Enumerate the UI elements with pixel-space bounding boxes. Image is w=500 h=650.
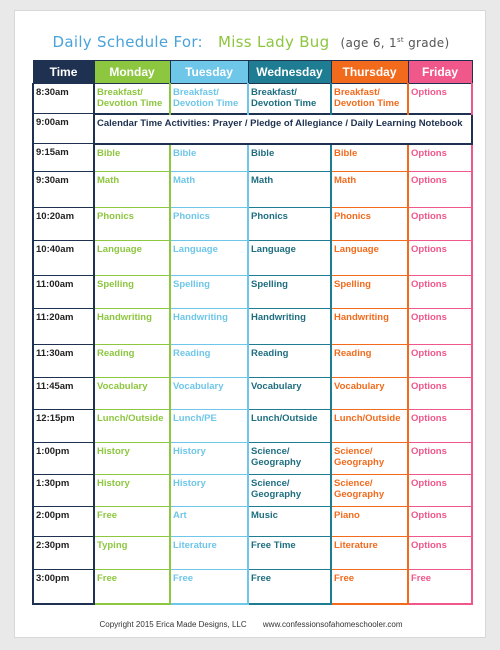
tuesday-cell: Breakfast/ Devotion Time (170, 84, 248, 114)
wednesday-cell: Science/ Geography (248, 443, 331, 475)
schedule-table (32, 60, 473, 605)
tuesday-cell: History (170, 443, 248, 475)
wednesday-cell: Phonics (248, 208, 331, 241)
wednesday-cell: Language (248, 241, 331, 276)
monday-cell: Reading (94, 345, 170, 378)
tuesday-cell: Lunch/PE (170, 410, 248, 443)
tuesday-cell: Handwriting (170, 309, 248, 345)
schedule-body (33, 84, 472, 604)
wednesday-cell: Handwriting (248, 309, 331, 345)
wednesday-cell: Vocabulary (248, 378, 331, 410)
time-cell: 11:00am (33, 276, 94, 309)
monday-cell: Handwriting (94, 309, 170, 345)
tuesday-cell: History (170, 475, 248, 507)
calendar-activities-label: Calendar Time Activities: (97, 117, 210, 129)
thursday-cell: Language (331, 241, 408, 276)
age-suffix: grade) (403, 36, 450, 50)
schedule-row (33, 276, 472, 309)
schedule-row (33, 241, 472, 276)
wednesday-cell: Breakfast/ Devotion Time (248, 84, 331, 114)
monday-cell: Phonics (94, 208, 170, 241)
schedule-row (33, 410, 472, 443)
schedule-row (33, 443, 472, 475)
time-cell: 2:30pm (33, 537, 94, 570)
friday-cell: Options (408, 241, 472, 276)
schedule-row (33, 537, 472, 570)
monday-cell: Typing (94, 537, 170, 570)
page-title (15, 33, 487, 51)
thursday-cell: Phonics (331, 208, 408, 241)
tuesday-cell: Math (170, 172, 248, 208)
time-cell: 9:00am (33, 114, 94, 144)
monday-cell: Free (94, 507, 170, 537)
tuesday-cell: Reading (170, 345, 248, 378)
calendar-activities-cell (94, 114, 472, 144)
schedule-row (33, 475, 472, 507)
time-cell: 1:30pm (33, 475, 94, 507)
tuesday-cell: Phonics (170, 208, 248, 241)
schedule-row (33, 345, 472, 378)
monday-cell: Spelling (94, 276, 170, 309)
thursday-cell: Literature (331, 537, 408, 570)
friday-cell: Options (408, 410, 472, 443)
friday-cell: Free (408, 570, 472, 604)
tuesday-cell: Spelling (170, 276, 248, 309)
thursday-cell: Vocabulary (331, 378, 408, 410)
schedule-page (14, 10, 486, 638)
time-cell: 2:00pm (33, 507, 94, 537)
time-cell: 9:30am (33, 172, 94, 208)
time-cell: 9:15am (33, 144, 94, 172)
wednesday-cell: Bible (248, 144, 331, 172)
thursday-cell: Bible (331, 144, 408, 172)
friday-cell: Options (408, 144, 472, 172)
wednesday-cell: Reading (248, 345, 331, 378)
header-row (33, 61, 472, 84)
time-cell: 10:20am (33, 208, 94, 241)
monday-cell: Bible (94, 144, 170, 172)
thursday-cell: Lunch/Outside (331, 410, 408, 443)
time-cell: 3:00pm (33, 570, 94, 604)
time-cell: 1:00pm (33, 443, 94, 475)
wednesday-cell: Free Time (248, 537, 331, 570)
wednesday-cell: Math (248, 172, 331, 208)
schedule-row (33, 114, 472, 144)
time-cell: 10:40am (33, 241, 94, 276)
header-friday: Friday (408, 61, 472, 84)
calendar-activities-text: Prayer / Pledge of Allegiance / Daily Learning Notebook (209, 117, 463, 129)
website-text: www.confessionsofahomeschooler.com (262, 620, 403, 629)
wednesday-cell: Science/ Geography (248, 475, 331, 507)
schedule-row (33, 507, 472, 537)
student-name: Miss Lady Bug (217, 33, 330, 51)
time-cell: 11:45am (33, 378, 94, 410)
time-cell: 11:30am (33, 345, 94, 378)
thursday-cell: Math (331, 172, 408, 208)
friday-cell: Options (408, 475, 472, 507)
tuesday-cell: Language (170, 241, 248, 276)
copyright-text: Copyright 2015 Erica Made Designs, LLC (99, 620, 247, 629)
header-monday: Monday (94, 61, 170, 84)
tuesday-cell: Art (170, 507, 248, 537)
wednesday-cell: Lunch/Outside (248, 410, 331, 443)
schedule-row (33, 309, 472, 345)
friday-cell: Options (408, 84, 472, 114)
header-wednesday: Wednesday (248, 61, 331, 84)
wednesday-cell: Spelling (248, 276, 331, 309)
friday-cell: Options (408, 345, 472, 378)
tuesday-cell: Free (170, 570, 248, 604)
schedule-row (33, 208, 472, 241)
friday-cell: Options (408, 309, 472, 345)
monday-cell: Language (94, 241, 170, 276)
tuesday-cell: Literature (170, 537, 248, 570)
friday-cell: Options (408, 443, 472, 475)
thursday-cell: Reading (331, 345, 408, 378)
wednesday-cell: Free (248, 570, 331, 604)
time-cell: 12:15pm (33, 410, 94, 443)
header-time: Time (33, 61, 94, 84)
tuesday-cell: Vocabulary (170, 378, 248, 410)
time-cell: 8:30am (33, 84, 94, 114)
thursday-cell: Spelling (331, 276, 408, 309)
age-prefix: (age 6, 1 (340, 36, 397, 50)
friday-cell: Options (408, 172, 472, 208)
schedule-row (33, 84, 472, 114)
friday-cell: Options (408, 507, 472, 537)
schedule-row (33, 144, 472, 172)
monday-cell: Breakfast/ Devotion Time (94, 84, 170, 114)
monday-cell: History (94, 443, 170, 475)
thursday-cell: Science/ Geography (331, 475, 408, 507)
thursday-cell: Breakfast/ Devotion Time (331, 84, 408, 114)
friday-cell: Options (408, 378, 472, 410)
thursday-cell: Free (331, 570, 408, 604)
schedule-row (33, 172, 472, 208)
footer (15, 620, 487, 629)
header-tuesday: Tuesday (170, 61, 248, 84)
monday-cell: Free (94, 570, 170, 604)
monday-cell: History (94, 475, 170, 507)
student-age-grade (341, 36, 450, 50)
friday-cell: Options (408, 276, 472, 309)
friday-cell: Options (408, 208, 472, 241)
age-sup: st (396, 36, 404, 44)
header-thursday: Thursday (331, 61, 408, 84)
monday-cell: Vocabulary (94, 378, 170, 410)
schedule-row (33, 570, 472, 604)
time-cell: 11:20am (33, 309, 94, 345)
tuesday-cell: Bible (170, 144, 248, 172)
thursday-cell: Piano (331, 507, 408, 537)
wednesday-cell: Music (248, 507, 331, 537)
thursday-cell: Science/ Geography (331, 443, 408, 475)
monday-cell: Math (94, 172, 170, 208)
schedule-row (33, 378, 472, 410)
thursday-cell: Handwriting (331, 309, 408, 345)
friday-cell: Options (408, 537, 472, 570)
title-label: Daily Schedule For: (52, 33, 203, 51)
monday-cell: Lunch/Outside (94, 410, 170, 443)
